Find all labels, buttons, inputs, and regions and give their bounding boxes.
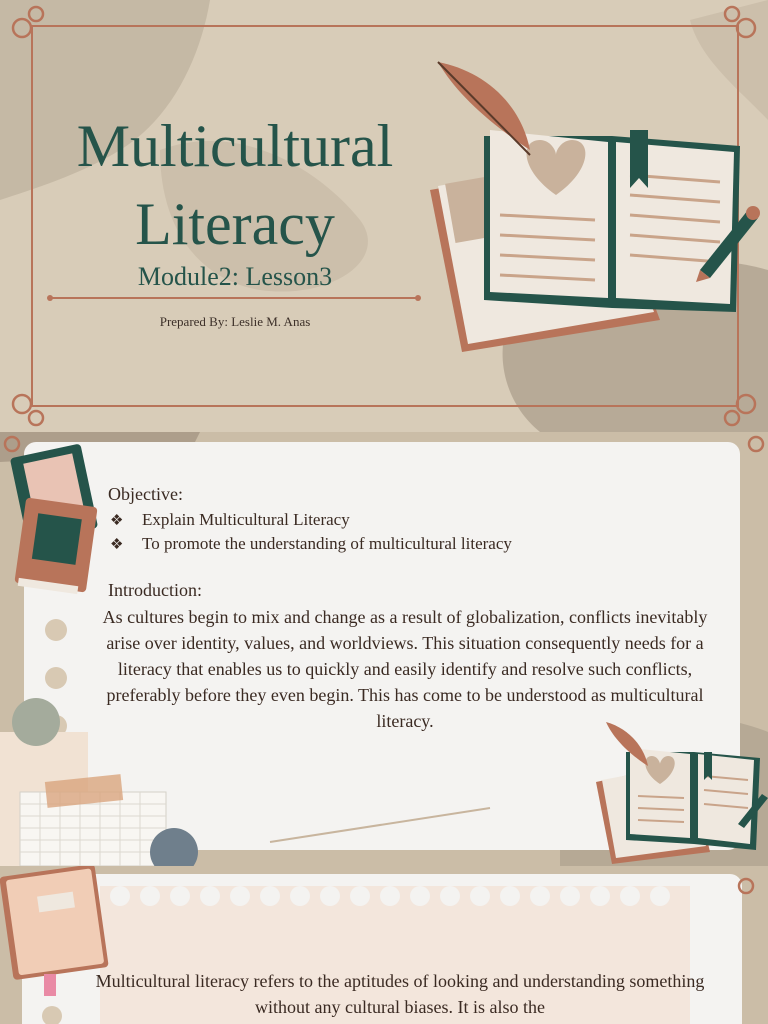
objectives-slide (0, 432, 768, 866)
objective-label: Objective: (108, 484, 183, 504)
small-open-book-icon (596, 722, 768, 864)
objective-text: To promote the understanding of multicultural literacy (142, 534, 512, 553)
diamond-bullet-icon: ❖ (110, 513, 124, 529)
objective-item (110, 510, 350, 530)
title-slide (0, 0, 768, 432)
objective-text: Explain Multicultural Literacy (142, 510, 350, 529)
module-subtitle: Module2: Lesson3 (137, 262, 333, 291)
introduction-label: Introduction: (108, 580, 202, 600)
prepared-by: Prepared By: Leslie M. Anas (159, 314, 311, 329)
objective-item (110, 534, 512, 554)
definition-slide (0, 866, 768, 1024)
definition-text: Multicultural literacy refers to the aptitudes of looking and understanding something without any cultural biases. It is also the (95, 971, 705, 1017)
diamond-bullet-icon: ❖ (110, 537, 124, 553)
title-line-1: Multicultural (76, 113, 394, 179)
introduction-text: As cultures begin to mix and change as a result of globalization, conflicts inevitably arise over identity, values, and worldviews. This situation consequently needs for a literacy that enables us to quickly and easily identify and resolve such conflicts, preferably before they even begin. This has come to be understood as multicultural literacy. (102, 607, 708, 731)
title-line-2: Literacy (135, 191, 335, 257)
books-stack-icon (10, 443, 98, 594)
